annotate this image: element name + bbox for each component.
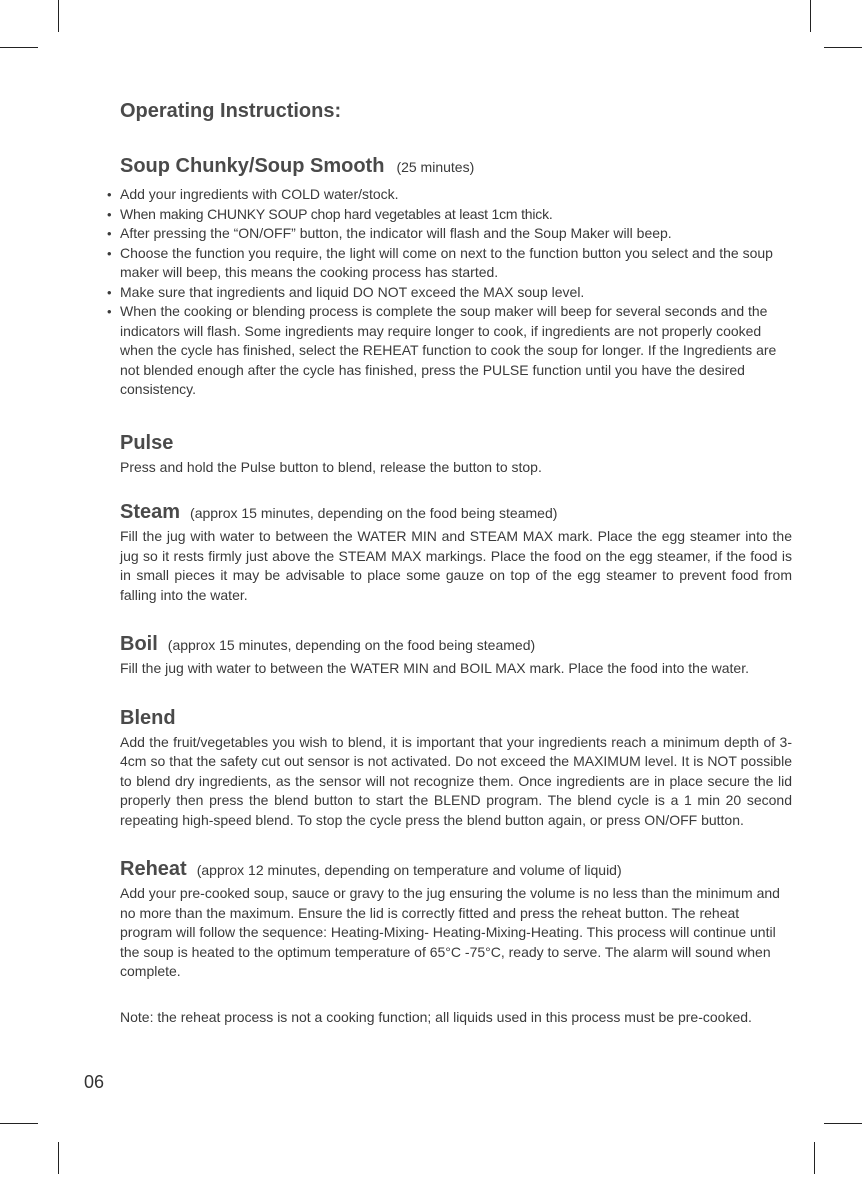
section-blend-title: Blend: [120, 706, 176, 729]
section-pulse: [120, 430, 792, 478]
section-reheat-text: Add your pre-cooked soup, sauce or gravy to the jug ensuring the volume is no less than the minimum and no more than the maximum. Ensure the lid is correctly fitted and press the reheat button. The reheat program will follow the sequence: Heating-Mixing- Heating-Mixing-Heating. This process will continue until the soup is heated to the optimum temperature of 65°C -75°C, ready to serve. The alarm will sound when complete.: [120, 885, 780, 979]
page-title: Operating Instructions:: [120, 100, 342, 122]
section-reheat-duration: (approx 12 minutes, depending on temperature and volume of liquid): [196, 862, 622, 878]
section-steam-title: Steam: [120, 501, 181, 523]
instructions-content: [120, 96, 792, 1049]
list-item: • Make sure that ingredients and liquid DO NOT exceed the MAX soup level.: [120, 283, 792, 303]
crop-mark-bottom-left: [58, 1142, 59, 1174]
section-soup-heading: [120, 153, 792, 181]
section-pulse-text: Press and hold the Pulse button to blend, release the button to stop.: [120, 458, 542, 475]
reheat-footnote: Note: the reheat process is not a cooking function; all liquids used in this process must be pre-cooked.: [120, 1008, 752, 1025]
page-number: 06: [84, 1072, 105, 1092]
section-soup: [120, 153, 792, 400]
section-boil-duration: (approx 15 minutes, depending on the food being steamed): [167, 637, 536, 653]
section-boil: [120, 631, 792, 679]
section-boil-heading: [120, 631, 792, 659]
crop-mark-bottom-right: [814, 1142, 815, 1174]
section-soup-duration: (25 minutes): [396, 159, 475, 175]
section-steam-text: Fill the jug with water to between the WATER MIN and STEAM MAX mark. Place the egg steamer into the jug so it rests firmly just above the STEAM MAX markings. Place the food on the egg steamer, if the food is in small pieces it may be advisable to place some gauze on top of the egg steamer to prevent food from falling into the water.: [120, 528, 792, 603]
section-blend: [120, 705, 792, 831]
section-pulse-heading: [120, 430, 792, 458]
section-blend-text: Add the fruit/vegetables you wish to blend, it is important that your ingredients reach a minimum depth of 3-4cm so that the safety cut out sensor is not activated. Do not exceed the MAXIMUM level. It is NOT possible to blend dry ingredients, as the sensor will not recognize them. Once ingredients are in place secure the lid properly then press the blend button to start the BLEND program. The blend cycle is a 1 min 20 second repeating high-speed blend. To stop the cycle press the blend button again, or press ON/OFF button.: [120, 733, 792, 828]
section-steam: [120, 499, 792, 605]
crop-mark-top-right: [810, 0, 811, 32]
section-reheat-heading: [120, 856, 792, 884]
soup-bullet-list: [120, 185, 792, 400]
list-item: • After pressing the “ON/OFF” button, the indicator will flash and the Soup Maker will beep.: [120, 224, 792, 244]
section-blend-heading: [120, 705, 792, 733]
section-boil-title: Boil: [120, 633, 158, 655]
section-steam-heading: [120, 499, 792, 527]
list-item: • Choose the function you require, the light will come on next to the function button you select and the soup maker will beep, this means the cooking process has started.: [120, 244, 792, 283]
section-boil-text: Fill the jug with water to between the WATER MIN and BOIL MAX mark. Place the food into the water.: [120, 660, 749, 676]
section-reheat-title: Reheat: [120, 858, 187, 880]
list-item: • When making CHUNKY SOUP chop hard vegetables at least 1cm thick.: [120, 205, 792, 225]
crop-mark-top-right-h: [824, 47, 862, 48]
section-steam-duration: (approx 15 minutes, depending on the food being steamed): [190, 505, 558, 521]
crop-mark-top-left-h: [0, 47, 38, 48]
crop-mark-bottom-right-h: [824, 1123, 862, 1124]
section-reheat: [120, 856, 792, 1027]
crop-mark-top-left: [58, 0, 59, 32]
section-pulse-title: Pulse: [120, 431, 174, 454]
crop-mark-bottom-left-h: [0, 1123, 38, 1124]
list-item: • Add your ingredients with COLD water/stock.: [120, 185, 792, 205]
list-item: • When the cooking or blending process is complete the soup maker will beep for several seconds and the indicators will flash. Some ingredients may require longer to cook, if ingredients are not properly cooked when the cycle has finished, select the REHEAT function to cook the soup for longer. If the Ingredients are not blended enough after the cycle has finished, press the PULSE function until you have the desired consistency.: [120, 302, 792, 400]
section-soup-title: Soup Chunky/Soup Smooth: [120, 155, 385, 177]
